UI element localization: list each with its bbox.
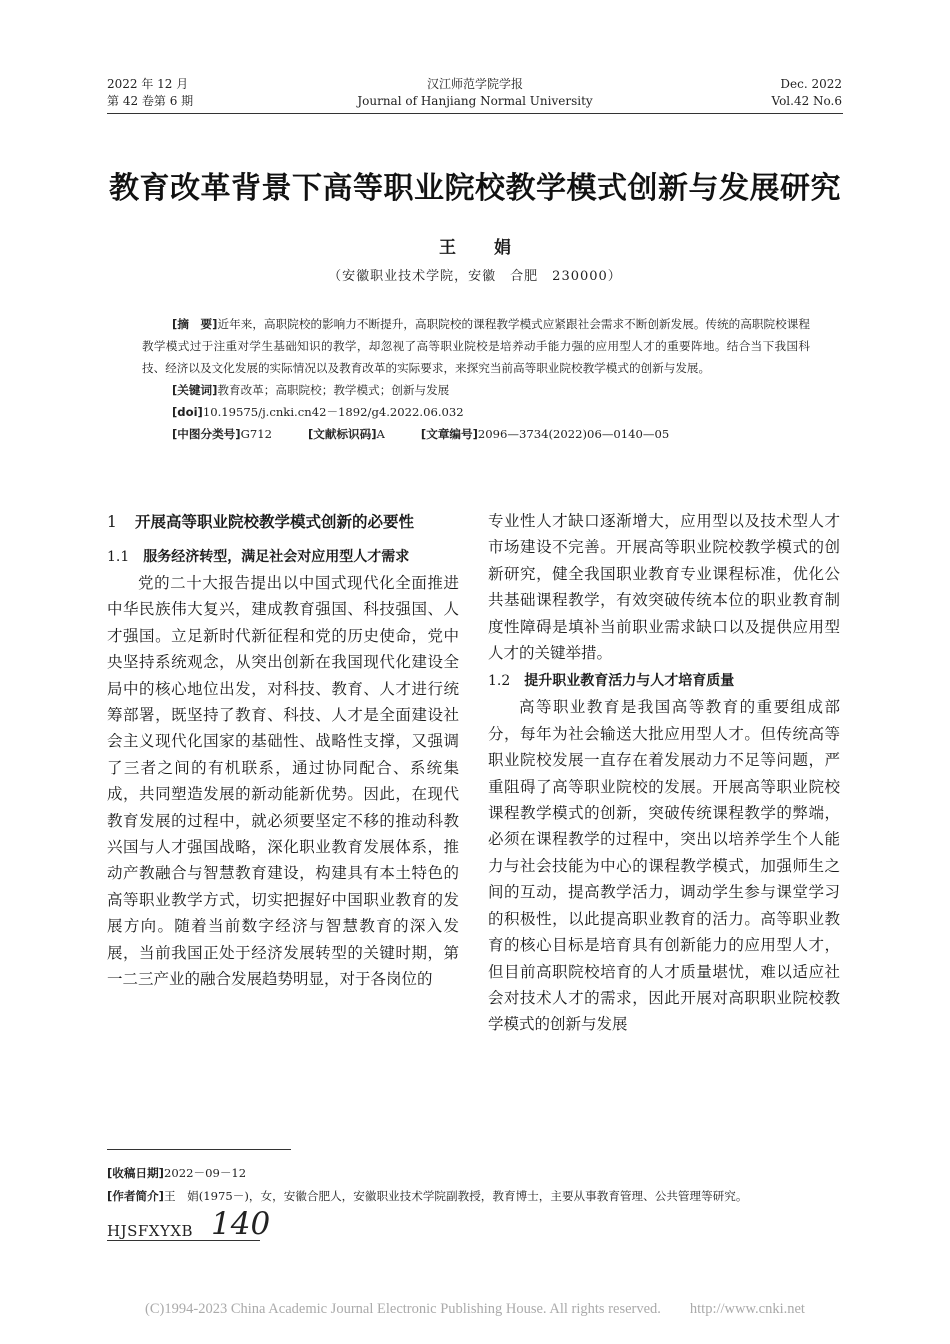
section-number: 1 [107,513,117,531]
abstract-block [142,313,810,445]
author-bio-label: [作者简介] [107,1189,164,1203]
subsection-title: 提升职业教育活力与人才培育质量 [524,673,735,690]
keywords-line [142,379,810,401]
received-label: [收稿日期] [107,1166,164,1180]
footnote-divider [107,1149,291,1150]
doccode-value: A [376,427,385,441]
clc-value: G712 [240,427,272,441]
body-paragraph: 党的二十大报告提出以中国式现代化全面推进中华民族伟大复兴，建成教育强国、科技强国、人才强国。立足新时代新征程和党的历史使命，党中央坚持系统观念，从突出创新在我国现代化建设全局中的核心地位出发，对科技、教育、人才进行统筹部署，既坚持了教育、科技、人才是全面建设社会主义现代化国家的基础性、战略性支撑，又强调了三者之间的有机联系，通过协同配合、系统集成，共同塑造发展的新动能新优势。因此，在现代教育发展的过程中，就必须要坚定不移的推动科教兴国与人才强国战略，深化职业教育发展体系，推动产教融合与智慧教育建设，构建具有本土特色的高等职业教学方式，切实把握好中国职业教育的发展方向。随着当前数字经济与智慧教育的深入发展，当前我国正处于经济发展转型的关键时期，第一二三产业的融合发展趋势明显，对于各岗位的 [107,574,459,989]
section-title: 开展高等职业院校教学模式创新的必要性 [135,513,415,531]
doi-line [142,401,810,423]
clc-label: [中图分类号] [172,427,241,441]
subsection-number: 1.2 [488,673,511,690]
doi-text: 10.19575/j.cnki.cn42－1892/g4.2022.06.032 [202,405,464,419]
articleno-value: 2096—3734(2022)06—0140—05 [477,427,670,441]
header-date-en: Dec. 2022 [780,77,842,91]
keywords-text: 教育改革；高职院校；教学模式；创新与发展 [217,383,450,397]
header-date: 2022 年 12 月 [107,77,189,91]
body-paragraph-continued: 专业性人才缺口逐渐增大，应用型以及技术型人才市场建设不完善。开展高等职业院校教学模式的创新研究，健全我国职业教育专业课程标准，优化公共基础课程教学，有效突破传统本位的职业教育制度性障碍是填补当前职业需求缺口以及提供应用型人才的关键举措。 [488,512,840,663]
journal-code: HJSFXYXB [107,1222,194,1240]
section-heading-1 [107,508,459,536]
paper-title: 教育改革背景下高等职业院校教学模式创新与发展研究 [109,171,841,206]
header-volume-en: Vol.42 No.6 [771,94,842,108]
body-column-right [488,508,840,1038]
subsection-heading-1-2 [488,668,840,694]
subsection-heading-1-1 [107,544,459,570]
classification-line [142,423,810,445]
journal-name-en: Journal of Hanjiang Normal University [357,94,593,108]
abstract-paragraph [142,313,810,379]
header-left [107,76,193,110]
body-column-left [107,508,459,993]
body-paragraph: 高等职业教育是我国高等教育的重要组成部分，每年为社会输送大批应用型人才。但传统高等职业院校发展一直存在着发展动力不足等问题，严重阻碍了高等职业院校的发展。开展高等职业院校课程教学模式的创新，突破传统课程教学的弊端，必须在课程教学的过程中，突出以培养学生个人能力与社会技能为中心的课程教学模式，加强师生之间的互动，提高教学活力，调动学生参与课堂学习的积极性，以此提高职业教育的活力。高等职业教育的核心目标是培育具有创新能力的应用型人才，但目前高职院校培育的人才质量堪忧，难以适应社会对技术人才的需求，因此开展对高职职业院校教学模式的创新与发展 [488,698,840,1034]
header-divider [107,113,843,114]
doi-label: [doi] [172,405,203,419]
doccode-label: [文献标识码] [307,427,377,441]
subsection-title: 服务经济转型，满足社会对应用型人才需求 [143,549,410,565]
abstract-text: 近年来，高职院校的影响力不断提升，高职院校的课程教学模式应紧跟社会需求不断创新发展。传统的高职院校课程教学模式过于注重对学生基础知识的教学，却忽视了高等职业院校是培养动手能力强的应用型人才的重要阵地。结合当下我国科技、经济以及文化发展的实际情况以及教育改革的实际要求，来探究当前高等职业院校教学模式的创新与发展。 [142,317,810,375]
page-number: 140 [211,1206,271,1242]
folio-underline [107,1240,260,1241]
header-volume-cn: 第 42 卷第 6 期 [107,94,194,108]
journal-name-cn: 汉江师范学院学报 [426,77,523,91]
header-center [300,76,650,110]
articleno-label: [文章编号] [420,427,478,441]
keywords-label: [关键词] [172,383,218,397]
header-right [772,76,843,110]
received-date-note [107,1164,847,1182]
author-bio-note [107,1187,847,1205]
received-date: 2022－09－12 [163,1166,247,1180]
abstract-label: [摘 要] [172,317,218,331]
subsection-number: 1.1 [107,549,130,565]
author-bio-text: 王 娟(1975－)，女，安徽合肥人，安徽职业技术学院副教授，教育博士，主要从事教育管理、公共管理等研究。 [163,1189,748,1203]
copyright-notice: (C)1994-2023 China Academic Journal Electronic Publishing House. All rights reserved. http://www.cnki.net [145,1301,805,1317]
author-affiliation: （安徽职业技术学院，安徽 合肥 230000） [328,269,622,284]
author-name: 王 娟 [439,238,527,258]
